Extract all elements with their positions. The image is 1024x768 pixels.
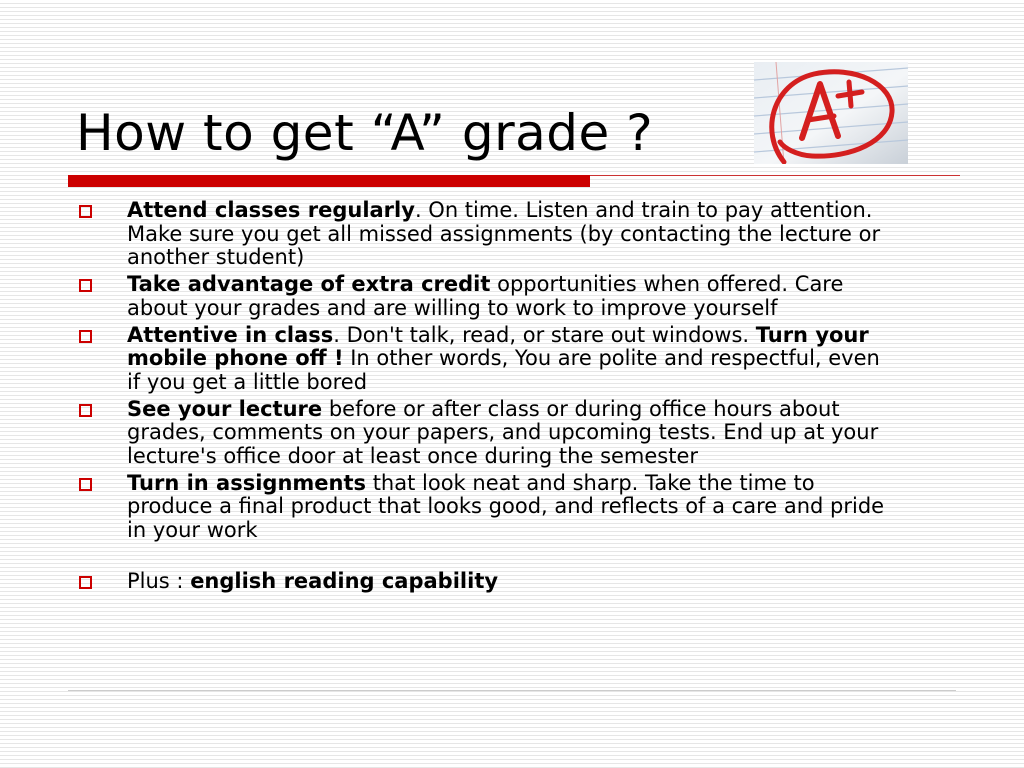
a-plus-grade-image [754,62,908,164]
bullet-item-extra-credit [76,273,886,320]
bullet-text-secondary: In other words, You are polite and respectful, even if you get a little bored [127,346,880,394]
bullet-text: opportunities when offered. Care about your grades and are willing to work to improve yourself [127,272,844,320]
square-bullet-icon [79,205,92,218]
bullet-prefix: Plus : [127,569,191,593]
bullet-item-see-lecture [76,398,886,469]
slide-title: How to get “A” grade ? [76,104,654,162]
bullet-item-turn-in-assignments [76,472,886,543]
bullet-text: . On time. Listen and train to pay attention. Make sure you get all missed assignments (by contacting the lecture or another student) [127,198,881,269]
square-bullet-icon [79,576,92,589]
square-bullet-icon [79,330,92,343]
square-bullet-icon [79,279,92,292]
bullet-item-plus-english [76,570,886,594]
title-accent-bar [68,175,590,187]
bullet-item-attend-classes [76,199,886,270]
bullet-list [76,199,886,597]
bullet-lead: english reading capability [190,569,499,593]
bullet-lead: Attentive in class [127,322,334,347]
bullet-lead: Turn in assignments [127,470,367,495]
bullet-lead: Take advantage of extra credit [127,272,491,296]
footer-divider-line [68,690,956,691]
bullet-lead: Attend classes regularly [127,198,415,222]
bullet-lead-secondary: Turn your mobile phone off ! [127,322,869,370]
square-bullet-icon [79,478,92,491]
bullet-lead: See your lecture [127,396,323,421]
bullet-text: that look neat and sharp. Take the time to produce a final product that looks good, and reflects of a care and pride in your work [127,470,885,542]
bullet-text: . Don't talk, read, or stare out windows. [333,322,756,347]
square-bullet-icon [79,404,92,417]
bullet-item-attentive-in-class [76,324,886,395]
bullet-text: before or after class or during office hours about grades, comments on your papers, and upcoming tests. End up at your lecture's office door at least once during the semester [127,396,879,468]
